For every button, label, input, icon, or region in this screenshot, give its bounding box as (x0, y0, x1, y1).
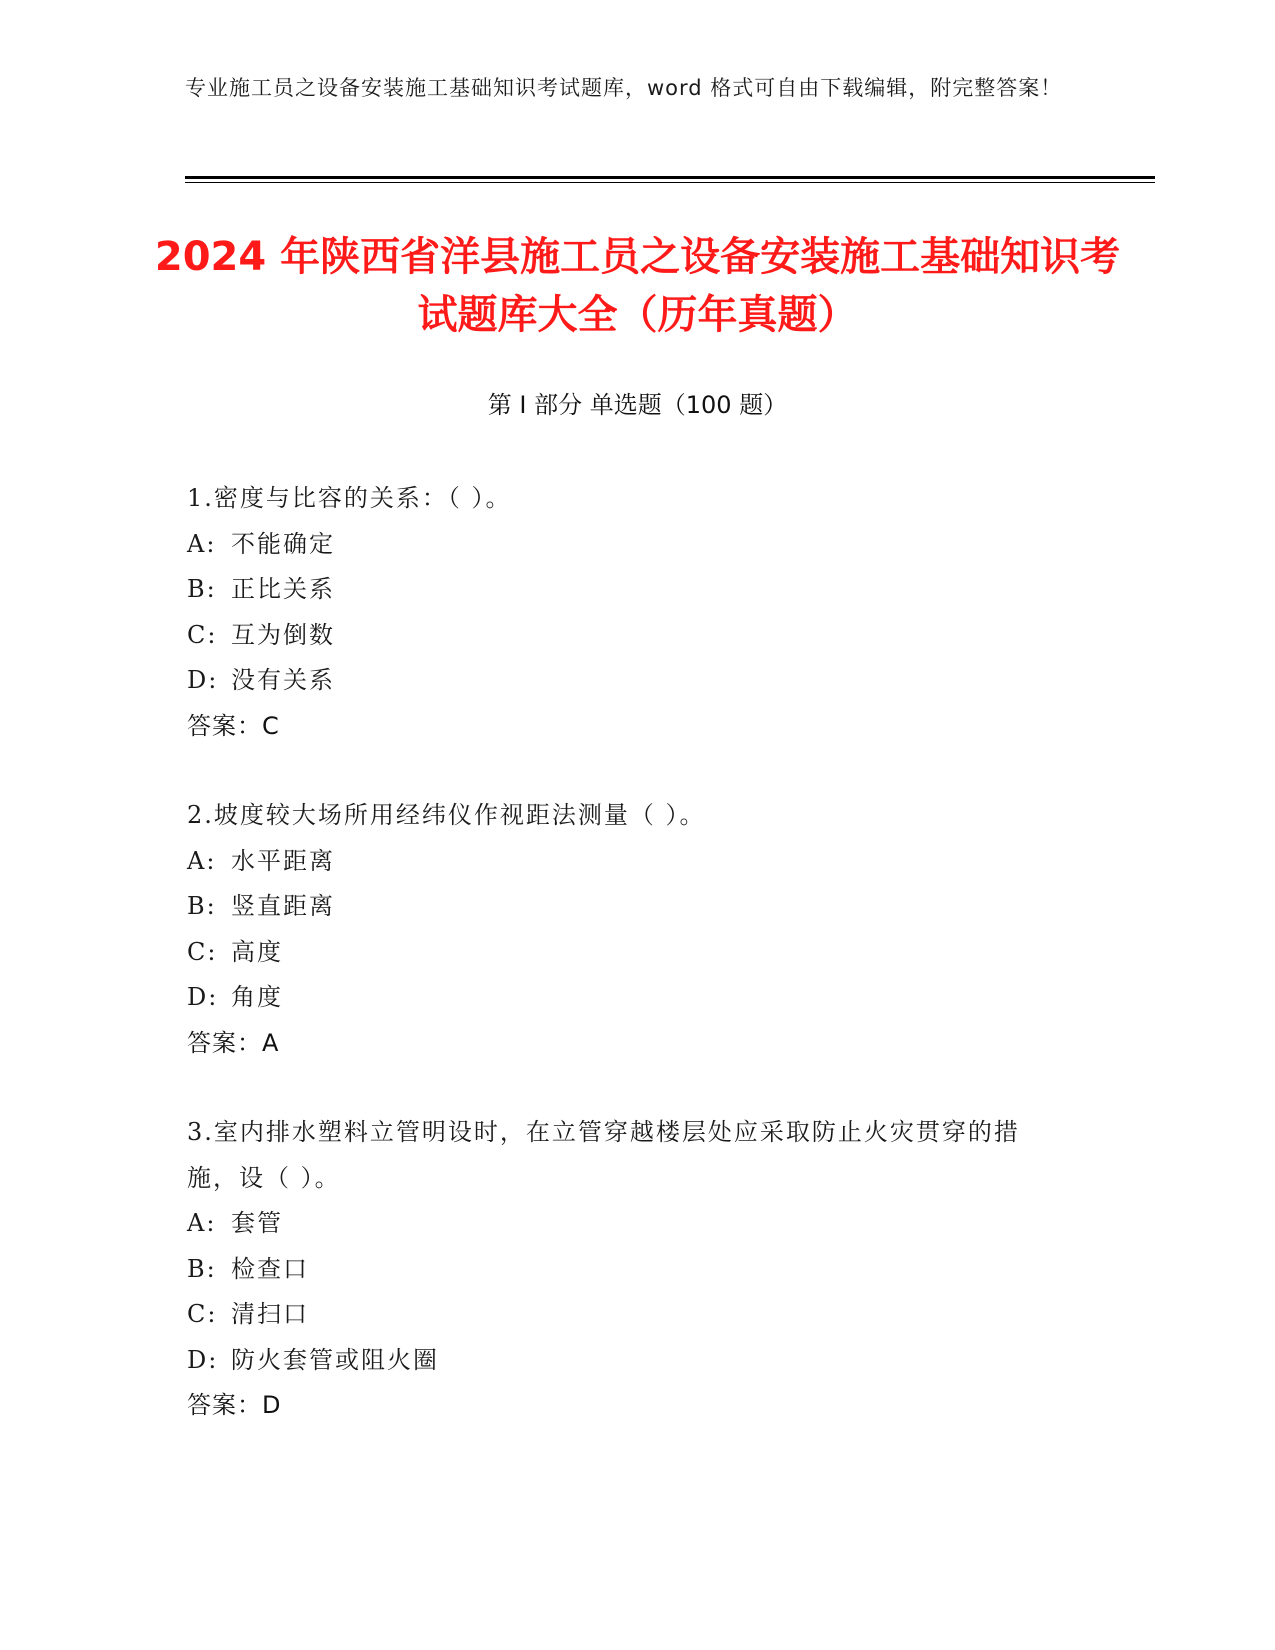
option-key: A: (187, 529, 217, 558)
option-c (187, 1292, 1067, 1338)
option-text: 水平距离 (231, 846, 335, 875)
answer-line: 答案：D (187, 1391, 282, 1419)
header-note: 专业施工员之设备安装施工基础知识考试题库，word 格式可自由下载编辑，附完整答案！ (185, 76, 1063, 100)
option-key: B: (187, 575, 217, 603)
section-heading: 第 I 部分 单选题（100 题） (487, 391, 788, 419)
option-a (187, 522, 1067, 568)
question-stem: 1.密度与比容的关系：（ ）。 (187, 484, 512, 512)
question-stem: 2.坡度较大场所用经纬仪作视距法测量（ ）。 (187, 801, 706, 829)
option-key: D: (187, 666, 219, 694)
question-stem: 3.室内排水塑料立管明设时，在立管穿越楼层处应采取防止火灾贯穿的措施，设（ ）。 (187, 1118, 1020, 1192)
option-text: 高度 (231, 937, 283, 966)
document-title: 2024 年陕西省洋县施工员之设备安装施工基础知识考试题库大全（历年真题） (154, 234, 1121, 338)
option-b (187, 1247, 1067, 1293)
option-text: 检查口 (231, 1254, 309, 1283)
option-key: C: (187, 1300, 218, 1328)
option-key: B: (187, 1254, 217, 1283)
option-key: B: (187, 892, 217, 920)
answer-line: 答案：A (187, 1028, 280, 1057)
option-key: D: (187, 1345, 219, 1374)
question-item (187, 1110, 1067, 1429)
option-b (187, 884, 1067, 930)
option-d (187, 975, 1067, 1021)
option-key: C: (187, 620, 218, 649)
option-key: A: (187, 846, 217, 875)
header-divider-thin (185, 182, 1155, 183)
option-text: 清扫口 (231, 1300, 309, 1328)
option-a (187, 839, 1067, 885)
option-text: 没有关系 (231, 666, 335, 694)
answer-line: 答案：C (187, 711, 280, 740)
option-text: 正比关系 (231, 575, 335, 603)
question-item (187, 793, 1067, 1066)
option-key: D: (187, 983, 219, 1011)
option-c (187, 613, 1067, 659)
option-a (187, 1201, 1067, 1247)
option-key: A: (187, 1209, 217, 1237)
question-item (187, 476, 1067, 749)
option-text: 角度 (231, 983, 283, 1011)
option-text: 竖直距离 (231, 892, 335, 920)
question-list (187, 476, 1067, 1473)
header-divider-thick (185, 176, 1155, 179)
option-text: 套管 (231, 1209, 283, 1237)
option-text: 防火套管或阻火圈 (231, 1345, 439, 1374)
option-b (187, 567, 1067, 613)
option-text: 不能确定 (231, 529, 335, 558)
option-d (187, 658, 1067, 704)
option-text: 互为倒数 (231, 620, 335, 649)
option-c (187, 930, 1067, 976)
option-d (187, 1338, 1067, 1384)
option-key: C: (187, 937, 218, 966)
